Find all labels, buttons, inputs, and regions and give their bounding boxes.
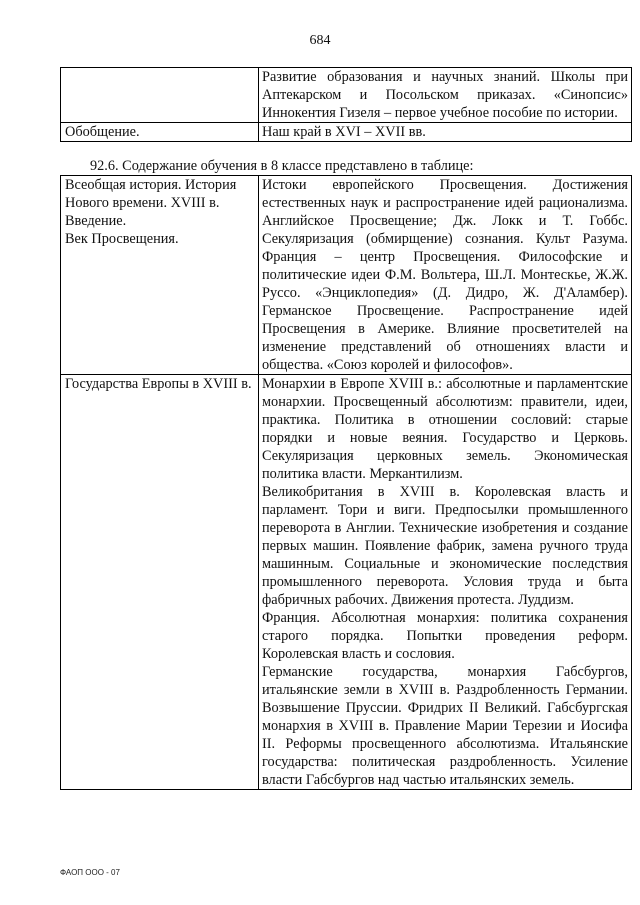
table-cell-content: Наш край в XVI – XVII вв. [259,123,632,142]
table-cell-topic: Обобщение. [61,123,259,142]
footer-code: ФАОП ООО - 07 [60,868,120,877]
table-cell-topic [61,176,259,375]
topic-line: Всеобщая история. История Нового времени. XVIII в. [65,177,237,211]
content-paragraph: Германские государства, монархия Габсбургов, итальянские земли в XVIII в. Раздробленность Германии. Возвышение Пруссии. Фридрих II Великий. Габсбургская монархия в XVIII в. Правление Марии Терезии и Иосифа II. Реформы просвещенного абсолютизма. Итальянские государства: политическая раздробленность. Усиление власти Габсбургов над частью итальянских земель. [262,664,628,788]
table-cell-topic [61,68,259,123]
table-row [61,123,632,142]
table-row [61,176,632,375]
section-heading: 92.6. Содержание обучения в 8 классе представлено в таблице: [90,158,474,174]
table-cell-content [259,176,632,375]
table-cell-content [259,375,632,790]
topic-line: Век Просвещения. [65,231,179,247]
topic-line: Государства Европы в XVIII в. [65,376,252,392]
topic-line: Введение. [65,213,127,229]
page-number: 684 [309,33,331,48]
content-paragraph: Великобритания в XVIII в. Королевская власть и парламент. Тори и виги. Предпосылки промышленного переворота в Англии. Технические изобретения и создание первых машин. Появление фабрик, замена ручного труда машинным. Социальные и экономические последствия промышленного переворота. Условия труда и быта фабричных рабочих. Движения протеста. Луддизм. [262,484,628,608]
content-paragraph: Истоки европейского Просвещения. Достижения естественных наук и распространение идей рационализма. Английское Просвещение; Дж. Локк и Т. Гоббс. Секуляризация (обмирщение) сознания. Культ Разума. Франция – центр Просвещения. Философские и политические идеи Ф.М. Вольтера, Ш.Л. Монтескье, Ж.Ж. Руссо. «Энциклопедия» (Д. Дидро, Ж. Д'Аламбер). Германское Просвещение. Распространение идей Просвещения в Америке. Влияние просветителей на изменение представлений об отношениях власти и общества. «Союз королей и философов». [262,177,628,373]
table-cell-content: Развитие образования и научных знаний. Школы при Аптекарском и Посольском приказах. «Синопсис» Иннокентия Гизеля – первое учебное пособие по истории. [259,68,632,123]
previous-table-fragment [60,67,632,142]
grade-8-content-table [60,175,632,790]
table-row [61,68,632,123]
table-row [61,375,632,790]
content-paragraph: Франция. Абсолютная монархия: политика сохранения старого порядка. Попытки проведения реформ. Королевская власть и сословия. [262,610,628,662]
table-cell-topic [61,375,259,790]
content-paragraph: Монархии в Европе XVIII в.: абсолютные и парламентские монархии. Просвещенный абсолютизм: правители, идеи, практика. Политика в отношении сословий: старые порядки и новые веяния. Государство и Церковь. Секуляризация церковных земель. Экономическая политика власти. Меркантилизм. [262,376,628,482]
